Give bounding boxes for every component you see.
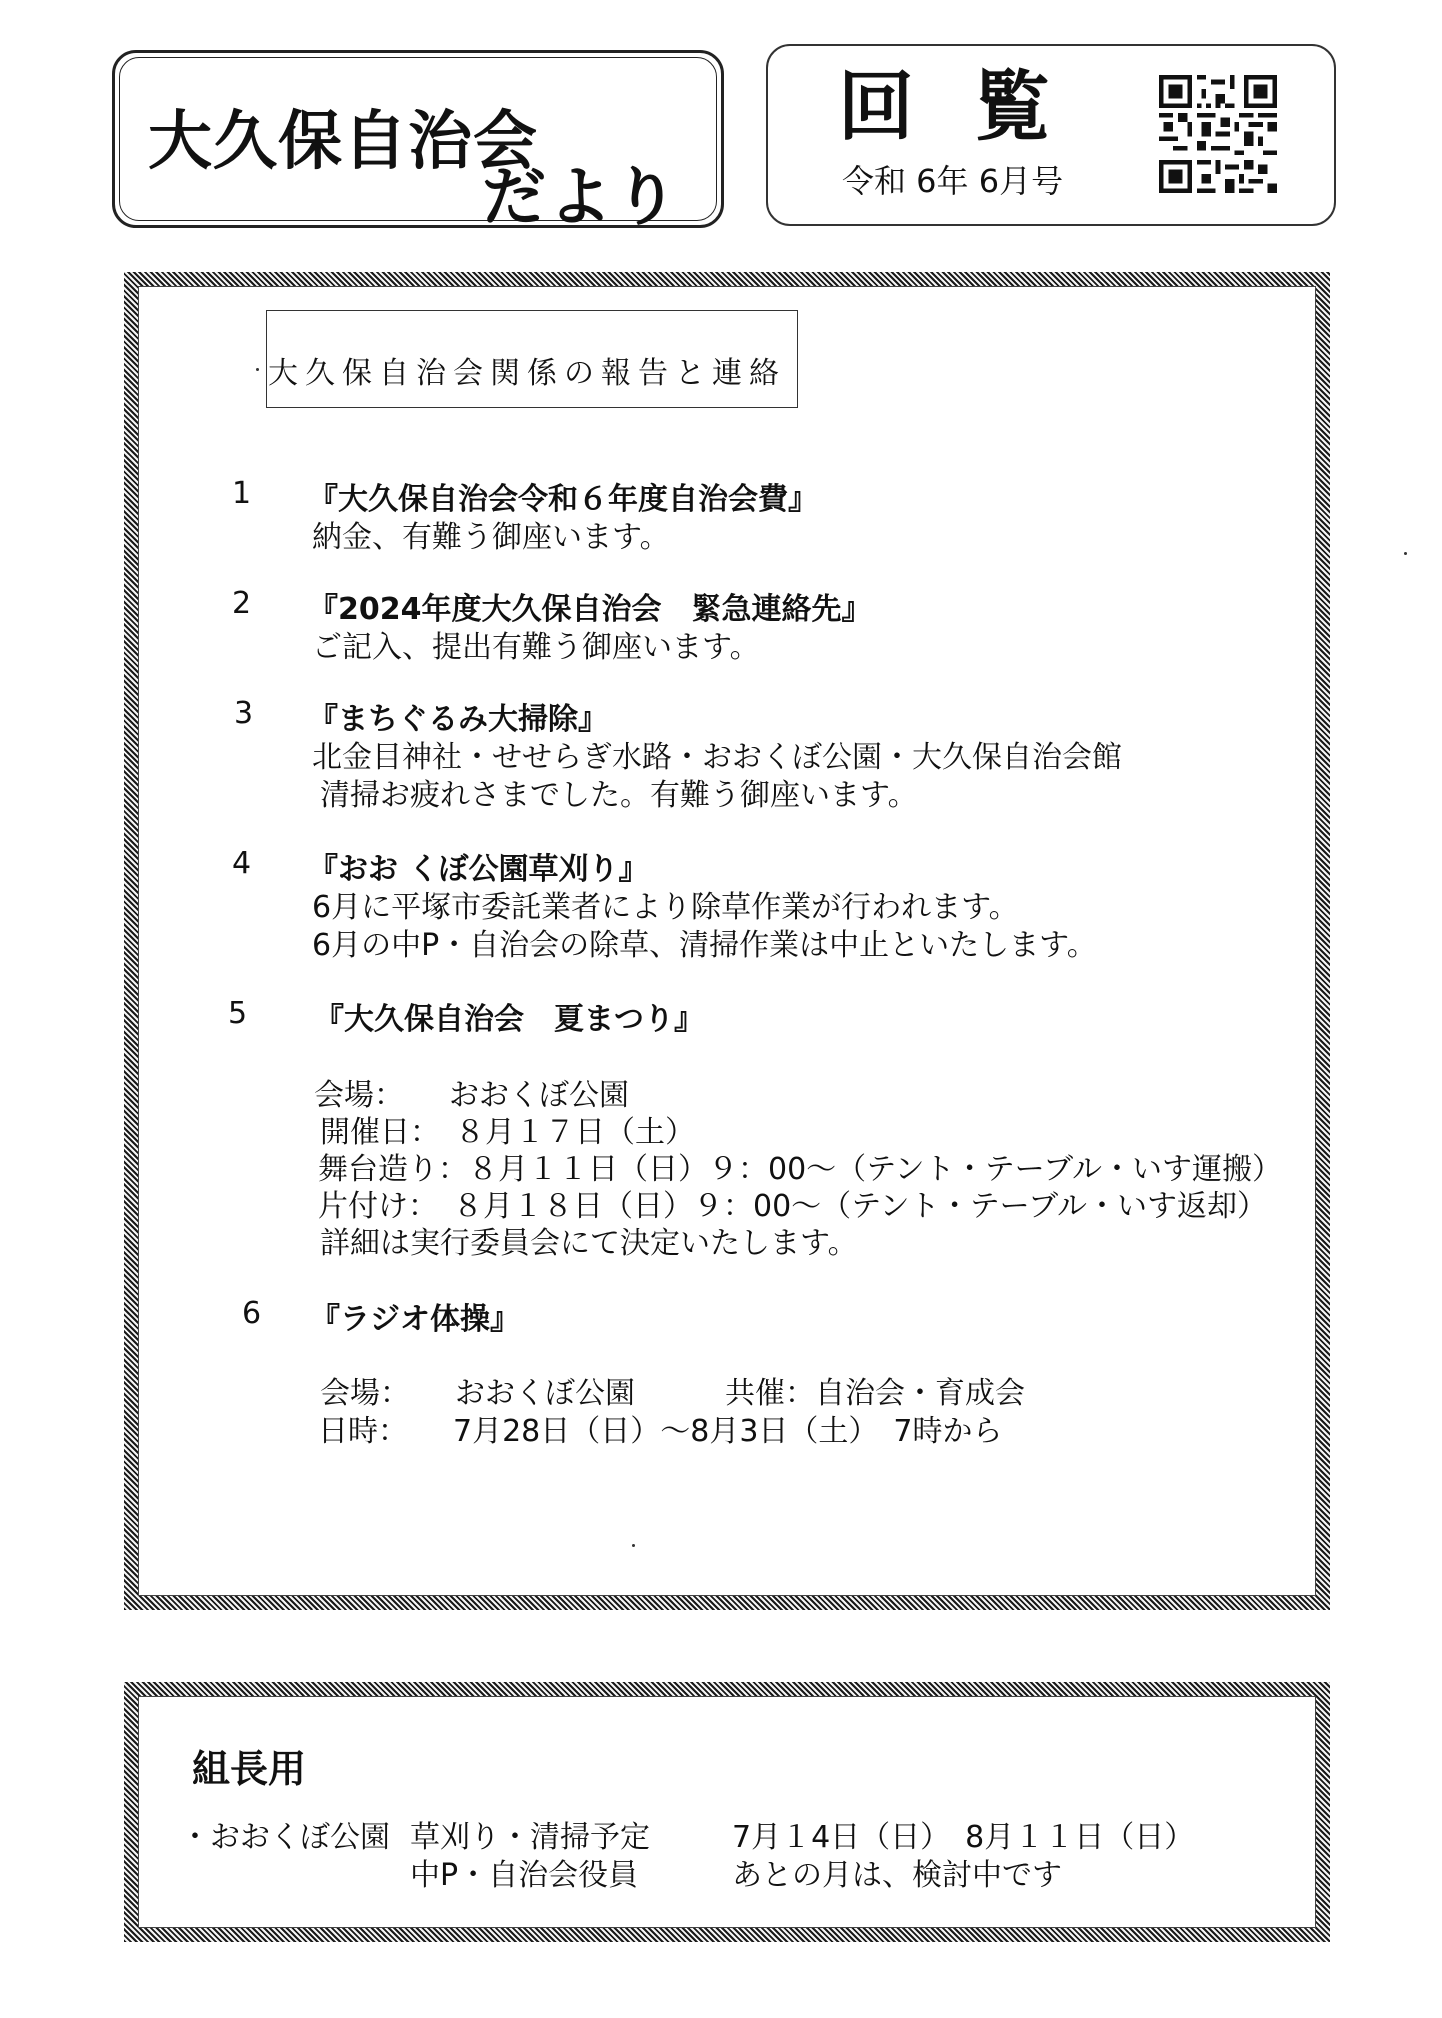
newsletter-subtitle: だより xyxy=(482,161,680,235)
scan-speck xyxy=(1404,552,1407,555)
officers-note: あとの月は、検討中です xyxy=(732,1858,1062,1893)
item-text: 日時： 7月28日（日）～8月3日（土） 7時から xyxy=(318,1414,1003,1449)
item-text: 舞台造り：８月１１日（日）９：00～（テント・テーブル・いす運搬） xyxy=(318,1152,1282,1187)
item-text: 納金、有難う御座います。 xyxy=(312,520,670,555)
mowing-dates: 7月１4日（日） 8月１１日（日） xyxy=(732,1820,1195,1855)
item-text: 詳細は実行委員会にて決定いたします。 xyxy=(320,1226,858,1261)
item-heading: 『大久保自治会令和６年度自治会費』 xyxy=(308,482,818,517)
item-number: 3 xyxy=(234,696,254,731)
item-heading: 『大久保自治会 夏まつり』 xyxy=(314,1002,704,1037)
item-heading: 『おお くぼ公園草刈り』 xyxy=(308,852,649,887)
qr-code-icon xyxy=(1155,75,1281,193)
item-heading: 『まちぐるみ大掃除』 xyxy=(308,702,608,737)
item-number: 2 xyxy=(232,586,252,621)
item-text: ご記入、提出有難う御座います。 xyxy=(312,630,760,665)
newsletter-title: 大久保自治会 xyxy=(148,105,538,179)
item-heading: 『ラジオ体操』 xyxy=(310,1302,520,1337)
item-heading: 『2024年度大久保自治会 緊急連絡先』 xyxy=(308,592,872,627)
circulation-label: 回覧 xyxy=(838,62,1110,151)
item-number: 4 xyxy=(232,846,252,881)
item-text: 北金目神社・せせらぎ水路・おおくぼ公園・大久保自治会館 xyxy=(312,740,1122,775)
officers-label: 中P・自治会役員 xyxy=(410,1858,639,1893)
item-text: 6月に平塚市委託業者により除草作業が行われます。 xyxy=(312,890,1019,925)
item-text: 片付け： ８月１８日（日）９：00～（テント・テーブル・いす返却） xyxy=(318,1189,1267,1224)
item-text: 開催日： ８月１７日（土） xyxy=(320,1115,695,1150)
issue-date: 令和 6年 6月号 xyxy=(842,162,1064,200)
scan-speck xyxy=(256,368,259,371)
item-text: 6月の中P・自治会の除草、清掃作業は中止といたします。 xyxy=(312,928,1097,963)
item-text: 清掃お疲れさまでした。有難う御座います。 xyxy=(320,778,918,813)
item-number: 6 xyxy=(242,1296,262,1331)
item-number: 5 xyxy=(228,996,248,1031)
group-leader-title: 組長用 xyxy=(192,1747,307,1791)
item-number: 1 xyxy=(232,476,252,511)
item-text: 会場： おおくぼ公園 xyxy=(314,1078,629,1113)
scan-speck xyxy=(632,1544,635,1547)
item-text: 会場： おおくぼ公園 共催：自治会・育成会 xyxy=(320,1376,1025,1411)
section-title: 大久保自治会関係の報告と連絡 xyxy=(268,356,786,391)
park-label: ・おおくぼ公園 xyxy=(180,1820,390,1855)
mowing-schedule-label: 草刈り・清掃予定 xyxy=(410,1820,650,1855)
